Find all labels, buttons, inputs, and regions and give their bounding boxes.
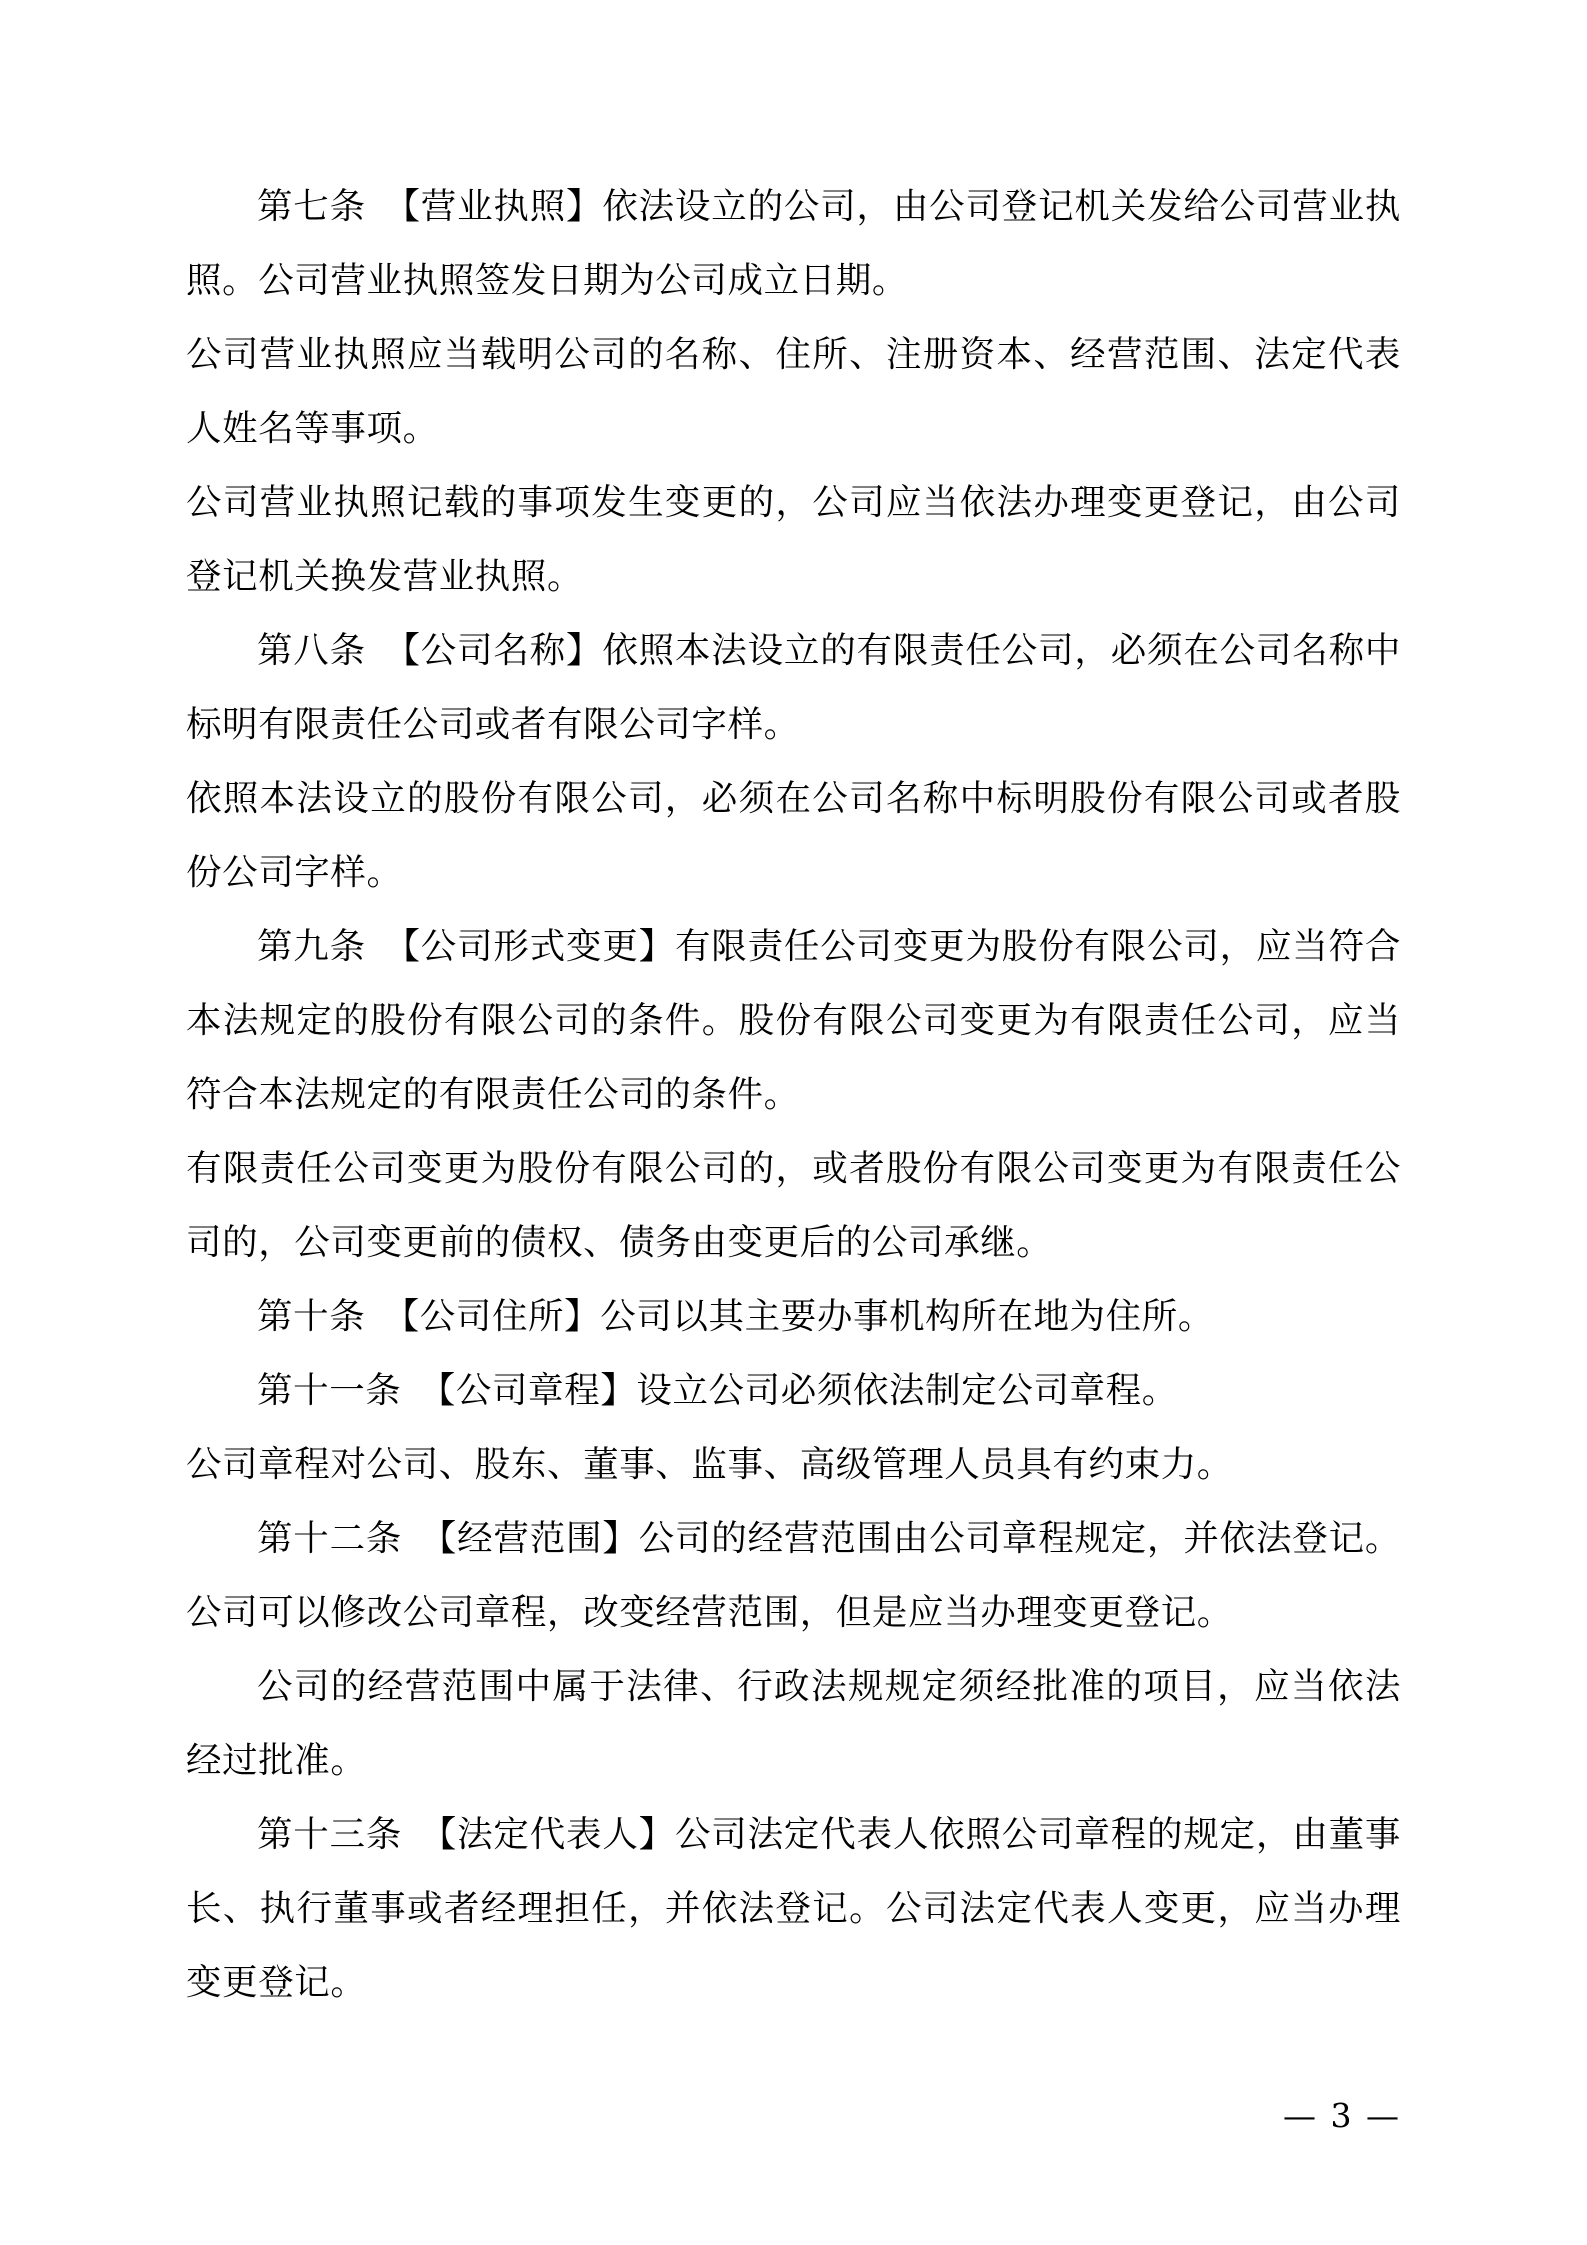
document-body — [186, 170, 1401, 2020]
paragraph-article-7-p3: 公司营业执照记载的事项发生变更的，公司应当依法办理变更登记，由公司登记机关换发营业执照。 — [186, 482, 1401, 597]
paragraph-article-7-p1: 第七条 【营业执照】依法设立的公司，由公司登记机关发给公司营业执照。公司营业执照签发日期为公司成立日期。 — [186, 186, 1401, 301]
paragraph-article-11-p2: 公司章程对公司、股东、董事、监事、高级管理人员具有约束力。 — [186, 1444, 1233, 1485]
paragraph-article-11-p1: 第十一条 【公司章程】设立公司必须依法制定公司章程。 — [257, 1370, 1178, 1411]
paragraph-article-7-p2: 公司营业执照应当载明公司的名称、住所、注册资本、经营范围、法定代表人姓名等事项。 — [186, 334, 1401, 449]
paragraph-article-13-p1: 第十三条 【法定代表人】公司法定代表人依照公司章程的规定，由董事长、执行董事或者经理担任，并依法登记。公司法定代表人变更，应当办理变更登记。 — [186, 1814, 1401, 2003]
paragraph-article-12-p2: 公司的经营范围中属于法律、行政法规规定须经批准的项目，应当依法经过批准。 — [186, 1666, 1401, 1781]
paragraph-article-9-p1: 第九条 【公司形式变更】有限责任公司变更为股份有限公司，应当符合本法规定的股份有限公司的条件。股份有限公司变更为有限责任公司，应当符合本法规定的有限责任公司的条件。 — [186, 926, 1401, 1115]
paragraph-article-12-p1: 第十二条 【经营范围】公司的经营范围由公司章程规定，并依法登记。公司可以修改公司章程，改变经营范围，但是应当办理变更登记。 — [186, 1518, 1401, 1633]
paragraph-article-8-p2: 依照本法设立的股份有限公司，必须在公司名称中标明股份有限公司或者股份公司字样。 — [186, 778, 1401, 893]
paragraph-article-10-p1: 第十条 【公司住所】公司以其主要办事机构所在地为住所。 — [257, 1296, 1214, 1337]
paragraph-article-9-p2: 有限责任公司变更为股份有限公司的，或者股份有限公司变更为有限责任公司的，公司变更前的债权、债务由变更后的公司承继。 — [186, 1148, 1401, 1263]
page-number: — 3 — — [1283, 2096, 1401, 2135]
paragraph-article-8-p1: 第八条 【公司名称】依照本法设立的有限责任公司，必须在公司名称中标明有限责任公司或者有限公司字样。 — [186, 630, 1401, 745]
